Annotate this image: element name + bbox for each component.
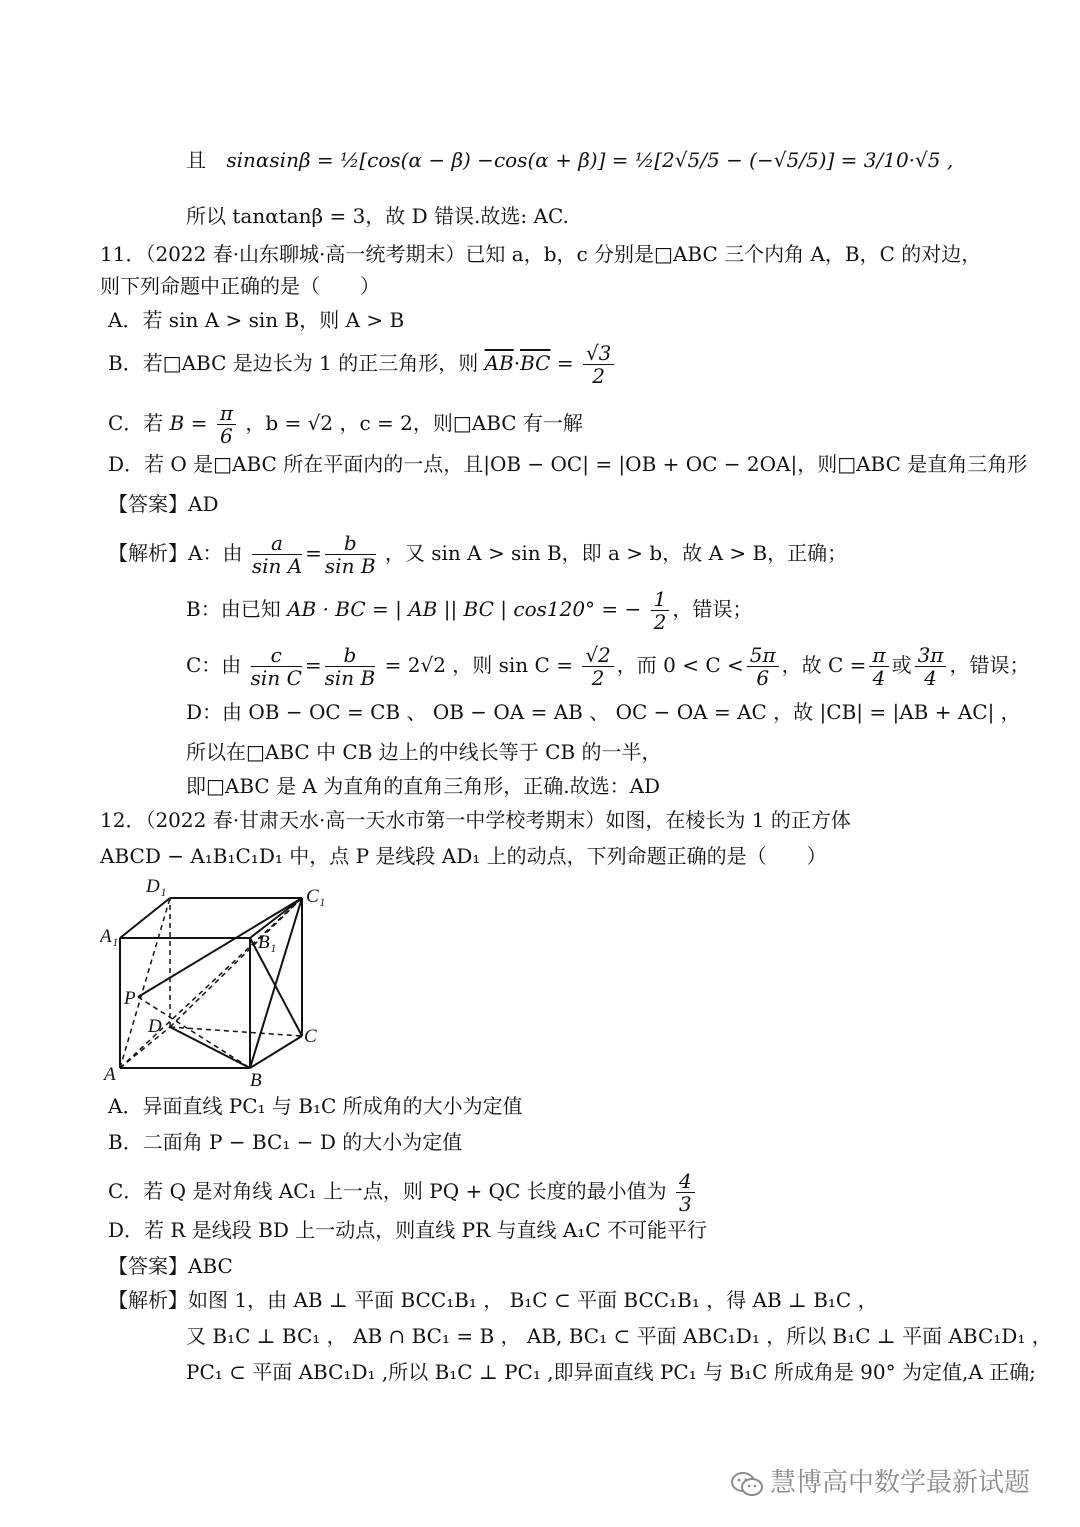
solution-b-rest: ，错误； (672, 597, 753, 621)
q12-option-a: A．异面直线 PC₁ 与 B₁C 所成角的大小为定值 (108, 1094, 523, 1118)
q11-option-c-b: B = (169, 411, 208, 435)
denominator: 4 (924, 666, 937, 690)
q11-solution-d-1: D：由 OB − OC = CB 、 OB − OA = AB 、 OC − OA = AC ，故 |CB| = |AB + AC| ， (186, 700, 1021, 724)
label-a1: A₁ (100, 926, 119, 947)
solution-label: 【解析】 (108, 541, 188, 565)
numerator: 1 (651, 588, 670, 611)
segment-db (170, 1027, 250, 1068)
numerator: c (251, 644, 302, 667)
label-c: C (304, 1026, 317, 1047)
q11-solution-a (108, 532, 847, 577)
solution-b-prefix: B：由已知 (186, 597, 281, 621)
denominator: 6 (220, 424, 233, 448)
solution-c-prefix: C：由 (186, 653, 242, 677)
solution-c-rest: ，错误； (949, 653, 1030, 677)
fraction-a-over-sina (252, 532, 302, 577)
denominator: 4 (872, 666, 886, 690)
q11-stem-line-1: 11．（2022 春·山东聊城·高一统考期末）已知 a，b，c 分别是□ABC 三个内角 A，B，C 的对边， (100, 242, 982, 266)
fraction-c-over-sinc (251, 644, 302, 689)
fraction-pi-over-4 (869, 644, 888, 689)
numerator: π (217, 402, 236, 425)
label-b1: B₁ (258, 932, 277, 953)
vector-bc: $\overline{BC}$ (520, 351, 551, 375)
denominator: 2 (592, 364, 606, 388)
q11-option-c (108, 402, 583, 447)
edge-dc (170, 1027, 302, 1036)
vector-ab: $\overline{AB}$ (484, 351, 514, 375)
q11-answer: 【答案】AD (108, 492, 219, 516)
prev-line-1-prefix: 且 (186, 148, 206, 172)
fraction-1-over-2 (651, 588, 670, 633)
fraction-4-over-3 (676, 1170, 695, 1215)
q12-solution-line-2: 又 B₁C ⊥ BC₁ ， AB ∩ BC₁ = B ， AB, BC₁ ⊂ 平面 ABC₁D₁ ，所以 B₁C ⊥ 平面 ABC₁D₁ ， (186, 1324, 1052, 1348)
q11-option-b-text: B．若□ABC 是边长为 1 的正三角形，则 (108, 351, 479, 375)
q11-option-c-rest: ，b = √2 ，c = 2，则□ABC 有一解 (245, 411, 583, 435)
denominator: 6 (756, 666, 770, 690)
denominator: 2 (591, 666, 605, 690)
prev-line-1-expression: sinαsinβ = ½[cos(α − β) −cos(α + β)] = ½[2√5/5 − (−√5/5)] = 3/10·√5 , (226, 148, 954, 172)
solution-a-prefix: A：由 (188, 541, 243, 565)
equals-sign: = (305, 541, 322, 565)
watermark (730, 1462, 1030, 1499)
solution-c-middle: = 2√2 ，则 sin C = (384, 653, 573, 677)
q12-solution-line-1: 【解析】如图 1，由 AB ⊥ 平面 BCC₁B₁ ， B₁C ⊂ 平面 BCC₁B₁ ，得 AB ⊥ B₁C ， (108, 1288, 878, 1312)
numerator: √2 (582, 644, 613, 667)
fraction-sqrt2-over-2 (582, 644, 613, 689)
numerator: 3π (915, 644, 947, 667)
watermark-text: 慧博高中数学最新试题 (770, 1468, 1031, 1498)
edge-a1d1 (120, 898, 170, 938)
numerator: 4 (676, 1170, 695, 1193)
q11-option-a: A．若 sin A > sin B，则 A > B (108, 308, 405, 332)
label-d1: D₁ (146, 876, 167, 897)
q12-stem-line-1: 12．（2022 春·甘肃天水·高一天水市第一中学校考期末）如图，在棱长为 1 的正方体 (100, 808, 851, 832)
numerator: π (869, 644, 888, 667)
q11-solution-d-3: 即□ABC 是 A 为直角的直角三角形，正确.故选：AD (186, 774, 661, 798)
numerator: b (325, 644, 376, 667)
label-p: P (124, 988, 136, 1009)
denominator: sin C (250, 666, 302, 690)
denominator: sin B (324, 666, 376, 690)
denominator: 2 (653, 610, 667, 634)
label-a: A (104, 1064, 116, 1085)
fraction-sqrt3-over-2 (583, 342, 614, 387)
numerator: b (325, 532, 376, 555)
q12-option-c (108, 1170, 698, 1215)
q12-answer: 【答案】ABC (108, 1254, 233, 1278)
prev-line-2: 所以 tanαtanβ = 3，故 D 错误.故选: AC. (186, 204, 569, 228)
or-word: 或 (891, 653, 912, 677)
fraction-b-over-sinb (325, 532, 376, 577)
q11-solution-c (186, 644, 1029, 689)
q11-option-d: D．若 O 是□ABC 所在平面内的一点，且|OB − OC| = |OB + OC − 2OA|，则□ABC 是直角三角形 (108, 452, 1028, 476)
label-d: D (148, 1016, 162, 1037)
equals-sign: = (556, 351, 574, 375)
q12-option-b: B．二面角 P − BC₁ − D 的大小为定值 (108, 1130, 463, 1154)
q12-option-c-text: C．若 Q 是对角线 AC₁ 上一点，则 PQ + QC 长度的最小值为 (108, 1179, 667, 1203)
q11-option-b (108, 342, 617, 387)
q11-solution-b (186, 588, 752, 633)
solution-c-therefore: ，故 C = (781, 653, 867, 677)
solution-a-rest: ，又 sin A > sin B，即 a > b，故 A > B，正确； (384, 541, 848, 565)
label-c1: C₁ (306, 886, 326, 907)
q11-option-c-prefix: C．若 (108, 411, 164, 435)
numerator: √3 (583, 342, 614, 365)
numerator: a (252, 532, 302, 555)
q11-solution-d-2: 所以在□ABC 中 CB 边上的中线长等于 CB 的一半， (186, 740, 662, 764)
cube-figure (100, 872, 340, 1088)
q12-option-d: D．若 R 是线段 BD 上一动点，则直线 PR 与直线 A₁C 不可能平行 (108, 1218, 707, 1242)
denominator: sin A (251, 554, 303, 578)
solution-c-range: ，而 0 < C < (616, 653, 744, 677)
segment-pc1 (138, 898, 302, 997)
q12-stem-line-2: ABCD − A₁B₁C₁D₁ 中，点 P 是线段 AD₁ 上的动点，下列命题正确的是（ ） (100, 844, 827, 868)
q11-stem-line-2: 则下列命题中正确的是（ ） (100, 274, 380, 298)
denominator: sin B (324, 554, 376, 578)
fraction-b-over-sinb (325, 644, 376, 689)
numerator: 5π (747, 644, 779, 667)
wechat-icon (730, 1471, 764, 1497)
fraction-pi-over-6 (217, 402, 236, 447)
label-b: B (250, 1070, 262, 1088)
solution-b-expression: AB · BC = | AB || BC | cos120° = − (287, 597, 642, 621)
denominator: 3 (679, 1192, 692, 1216)
fraction-3pi-over-4 (915, 644, 947, 689)
q12-solution-line-3: PC₁ ⊂ 平面 ABC₁D₁ ,所以 B₁C ⊥ PC₁ ,即异面直线 PC₁ 与 B₁C 所成角是 90° 为定值,A 正确; (186, 1360, 1036, 1384)
dot-operator: · (513, 351, 521, 375)
prev-line-1 (186, 146, 953, 174)
equals-sign: = (304, 653, 322, 677)
fraction-5pi-over-6 (747, 644, 779, 689)
